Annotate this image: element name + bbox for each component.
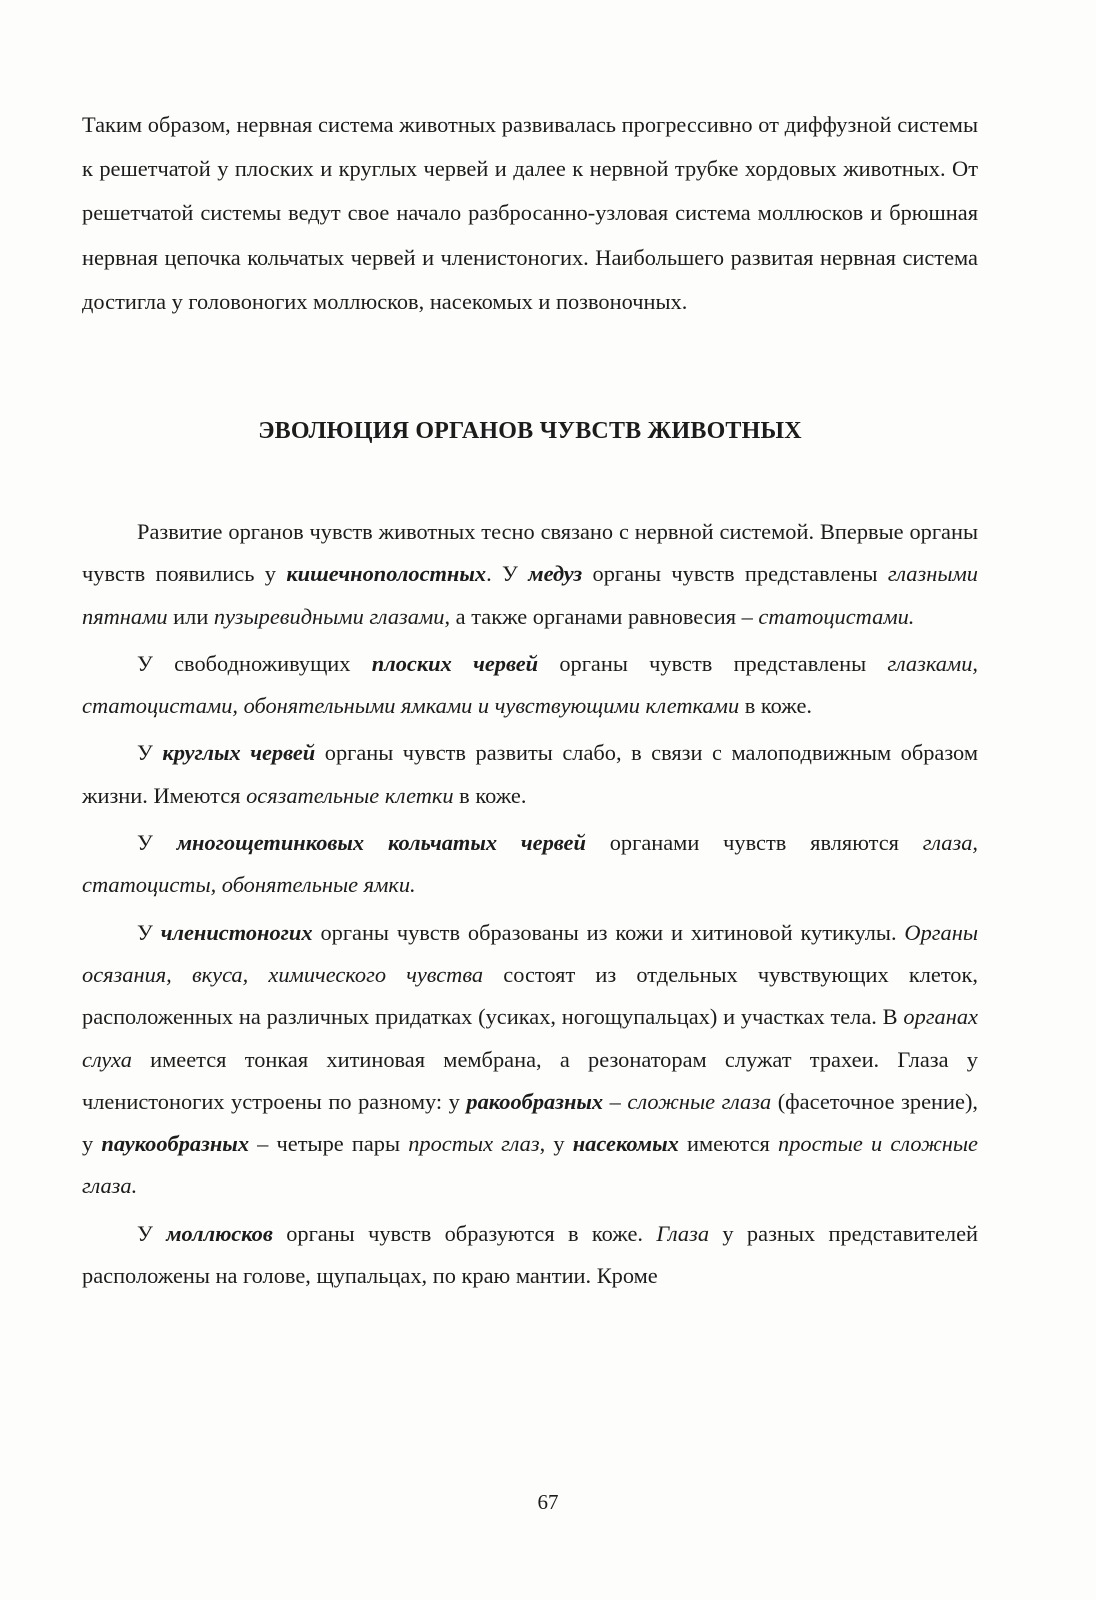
text-run: состоят из отдельных чувствующих клеток, расположенных на различных придатках (усиках, ногощупальцах) и участках тела. В — [82, 961, 978, 1030]
italic-term: статоцистами. — [758, 603, 915, 629]
italic-term: сложные глаза — [627, 1088, 772, 1114]
section-heading: ЭВОЛЮЦИЯ ОРГАНОВ ЧУВСТВ ЖИВОТНЫХ — [258, 418, 802, 444]
paragraph-polychaetes — [82, 822, 978, 907]
emphasis-term: ракообразных — [466, 1088, 604, 1114]
emphasis-term: плоских червей — [371, 650, 539, 676]
emphasis-term: круглых червей — [162, 740, 316, 766]
text-run: органы чувств представлены — [538, 650, 888, 676]
emphasis-term: паукообразных — [101, 1131, 250, 1157]
body-paragraphs — [82, 511, 978, 1302]
paragraph-flatworms — [82, 643, 978, 728]
italic-term: простых глаз — [408, 1131, 540, 1157]
italic-term: глазными пятнами — [82, 561, 978, 629]
text-run: в коже. — [739, 693, 812, 719]
italic-term: пузыревидными глазами — [213, 603, 445, 629]
text-run: У — [137, 740, 163, 766]
page-number: 67 — [537, 1490, 559, 1514]
text-run: или — [167, 603, 214, 629]
text-run: У — [137, 1220, 167, 1246]
intro-text-block — [82, 103, 978, 324]
text-run: имеются — [678, 1131, 779, 1157]
text-run: органы чувств образуются в коже. — [272, 1220, 657, 1246]
paragraph-cnidaria — [82, 511, 978, 638]
paragraph-roundworms — [82, 732, 978, 817]
italic-term: органах слуха — [82, 1004, 978, 1072]
emphasis-term: моллюсков — [166, 1220, 273, 1246]
italic-term: осязательные клетки — [246, 782, 454, 808]
italic-term: простые и сложные глаза. — [82, 1131, 978, 1199]
emphasis-term: медуз — [528, 561, 583, 587]
text-run: Развитие органов чувств животных тесно связано с нервной системой. Впервые органы чувств появились у — [82, 519, 978, 587]
text-run: имеется тонкая хитиновая мембрана, а резонаторам служат трахеи. Глаза у членистоногих устроены по разному: у — [82, 1046, 978, 1114]
text-run: органы чувств представлены — [582, 561, 888, 587]
emphasis-term: кишечнополостных — [286, 561, 487, 587]
italic-term: Глаза — [656, 1220, 710, 1246]
text-run: , у — [539, 1131, 573, 1157]
italic-term: глазками, статоцистами, обонятельными ямками и чувствующими клетками — [82, 650, 979, 719]
italic-term: глаза, статоцисты, обонятельные ямки. — [82, 830, 978, 898]
text-run: органы чувств развиты слабо, в связи с малоподвижным образом жизни. Имеются — [82, 740, 978, 808]
emphasis-term: насекомых — [572, 1131, 679, 1157]
text-run: , а также органами равновесия – — [444, 603, 759, 629]
italic-term: Органы осязания, вкуса, химического чувства — [82, 919, 978, 987]
text-run: У — [137, 919, 161, 945]
intro-paragraph: Таким образом, нервная система животных развивалась прогрессивно от диффузной системы к решетчатой у плоских и круглых червей и далее к нервной трубке хордовых животных. От решетчатой системы ведут свое начало разбросанно-узловая система моллюсков и брюшная нервная цепочка кольчатых червей и членистоногих. Наибольшего развитая нервная система достигла у головоногих моллюсков, насекомых и позвоночных. — [82, 112, 978, 314]
emphasis-term: членистоногих — [160, 919, 313, 945]
text-run: в коже. — [453, 782, 527, 808]
paragraph-arthropods — [82, 912, 978, 1208]
text-run: У — [137, 830, 177, 856]
text-run: органы чувств образованы из кожи и хитиновой кутикулы. — [312, 919, 905, 945]
emphasis-term: многощетинковых кольчатых червей — [176, 830, 586, 856]
text-run: (фасеточное зрение), у — [82, 1088, 978, 1157]
text-run: – — [603, 1088, 628, 1114]
paragraph-molluscs — [82, 1213, 978, 1298]
text-run: . У — [486, 561, 529, 587]
text-run: у разных представителей расположены на голове, щупальцах, по краю мантии. Кроме — [82, 1220, 978, 1289]
text-run: органами чувств являются — [585, 830, 923, 856]
text-run: – четыре пары — [249, 1131, 409, 1157]
text-run: У свободноживущих — [137, 650, 372, 676]
